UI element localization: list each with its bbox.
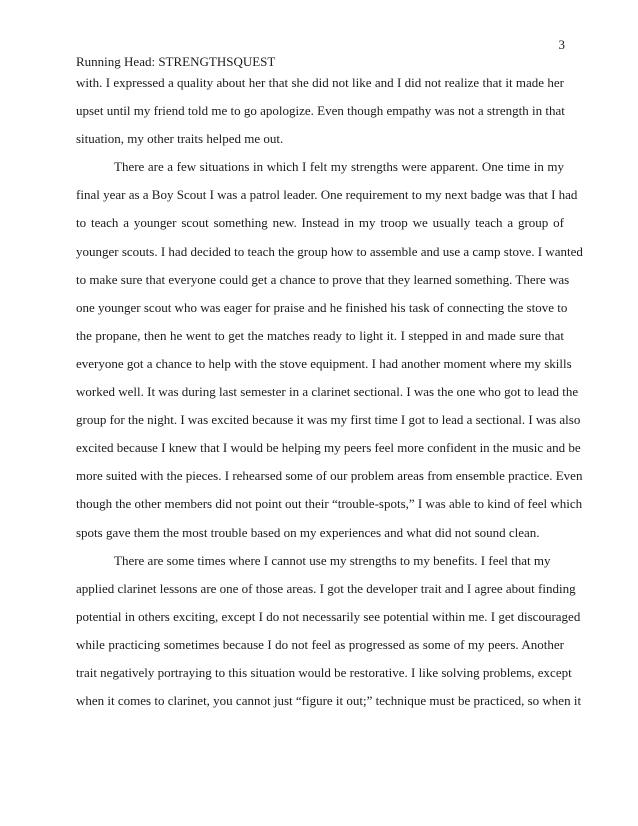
text-line: worked well. It was during last semester in a clarinet sectional. I was the one who got to lead the <box>76 384 579 400</box>
paragraph <box>76 69 564 153</box>
text-line: final year as a Boy Scout I was a patrol leader. One requirement to my next badge was that I had <box>76 187 578 203</box>
text-line: though the other members did not point out their “trouble-spots,” I was able to kind of feel which <box>76 496 583 512</box>
text-line: to teach a younger scout something new. Instead in my troop we usually teach a group of <box>76 215 564 231</box>
text-line: excited because I knew that I would be helping my peers feel more confident in the music and be <box>76 440 581 456</box>
text-line: There are a few situations in which I felt my strengths were apparent. One time in my <box>114 159 564 175</box>
text-line: the propane, then he went to get the matches ready to light it. I stepped in and made sure that <box>76 327 564 343</box>
text-line: with. I expressed a quality about her that she did not like and I did not realize that it made her <box>76 75 564 90</box>
text-line: more suited with the pieces. I rehearsed some of our problem areas from ensemble practice. Even <box>76 468 583 484</box>
paragraph <box>76 547 582 716</box>
text-line: to make sure that everyone could get a chance to prove that they learned something. There was <box>76 271 570 287</box>
text-line: younger scouts. I had decided to teach the group how to assemble and use a camp stove. I wanted <box>76 243 583 259</box>
text-line: trait negatively portraying to this situation would be restorative. I like solving problems, except <box>76 664 572 680</box>
text-line: applied clarinet lessons are one of those areas. I got the developer trait and I agree about finding <box>76 580 576 596</box>
text-line: potential in others exciting, except I do not necessarily see potential within me. I get discouraged <box>76 608 581 624</box>
text-line: when it comes to clarinet, you cannot just “figure it out;” technique must be practiced, so when it <box>76 693 582 709</box>
text-line: spots gave them the most trouble based on my experiences and what did not sound clean. <box>76 524 540 540</box>
body-text <box>76 69 583 715</box>
text-line: There are some times where I cannot use my strengths to my benefits. I feel that my <box>114 552 551 568</box>
page-number: 3 <box>558 37 565 52</box>
text-line: one younger scout who was eager for praise and he finished his task of connecting the stove to <box>76 299 568 315</box>
text-line: everyone got a chance to help with the stove equipment. I had another moment where my skills <box>76 355 572 371</box>
running-head: Running Head: STRENGTHSQUEST <box>76 54 276 69</box>
text-line: upset until my friend told me to go apologize. Even though empathy was not a strength in that <box>76 103 565 119</box>
text-line: while practicing sometimes because I do not feel as progressed as some of my peers. Another <box>76 636 564 652</box>
text-line: group for the night. I was excited because it was my first time I got to lead a sectional. I was also <box>76 412 581 428</box>
text-line: situation, my other traits helped me out. <box>76 131 284 147</box>
paragraph <box>76 153 583 546</box>
